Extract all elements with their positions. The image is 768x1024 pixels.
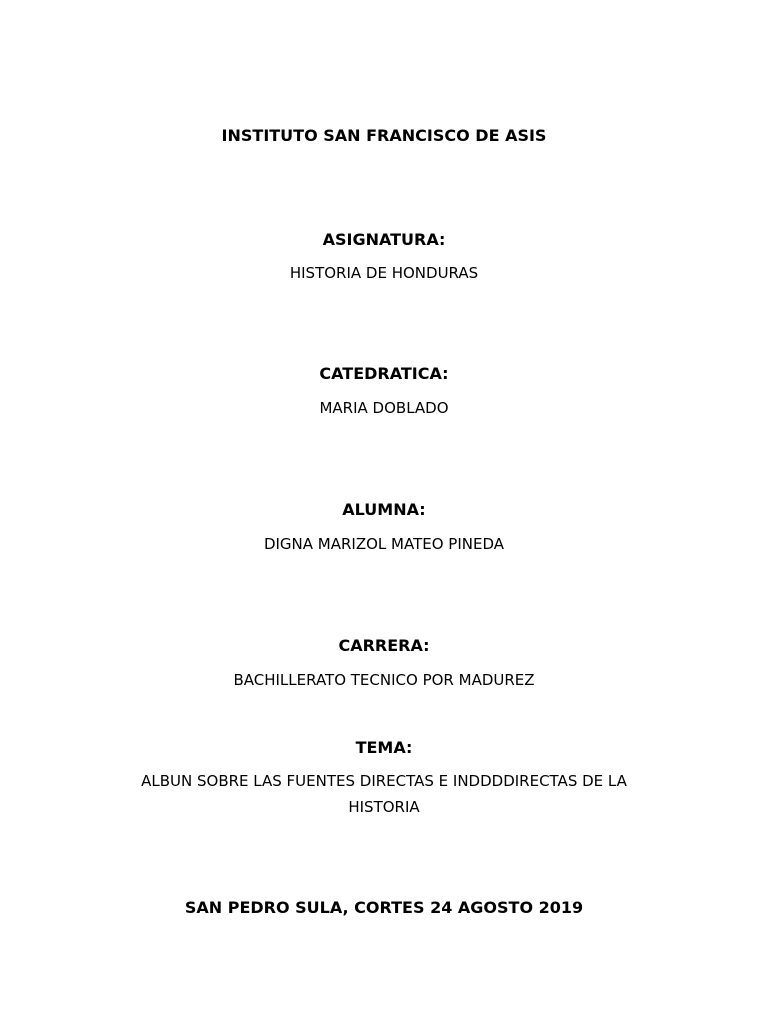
student-value: DIGNA MARIZOL MATEO PINEDA xyxy=(263,535,505,553)
teacher-value: MARIA DOBLADO xyxy=(319,399,449,417)
program-label: CARRERA: xyxy=(338,636,430,655)
teacher-label: CATEDRATICA: xyxy=(319,364,449,383)
subject-label: ASIGNATURA: xyxy=(322,230,446,249)
topic-value: ALBUN SOBRE LAS FUENTES DIRECTAS E INDDDDIRECTAS DE LA HISTORIA xyxy=(141,772,627,816)
program-value: BACHILLERATO TECNICO POR MADUREZ xyxy=(233,671,535,689)
topic-label: TEMA: xyxy=(355,738,413,757)
institution-name: INSTITUTO SAN FRANCISCO DE ASIS xyxy=(221,126,547,145)
place-date: SAN PEDRO SULA, CORTES 24 AGOSTO 2019 xyxy=(184,898,584,917)
subject-value: HISTORIA DE HONDURAS xyxy=(289,264,479,282)
student-label: ALUMNA: xyxy=(342,500,426,519)
